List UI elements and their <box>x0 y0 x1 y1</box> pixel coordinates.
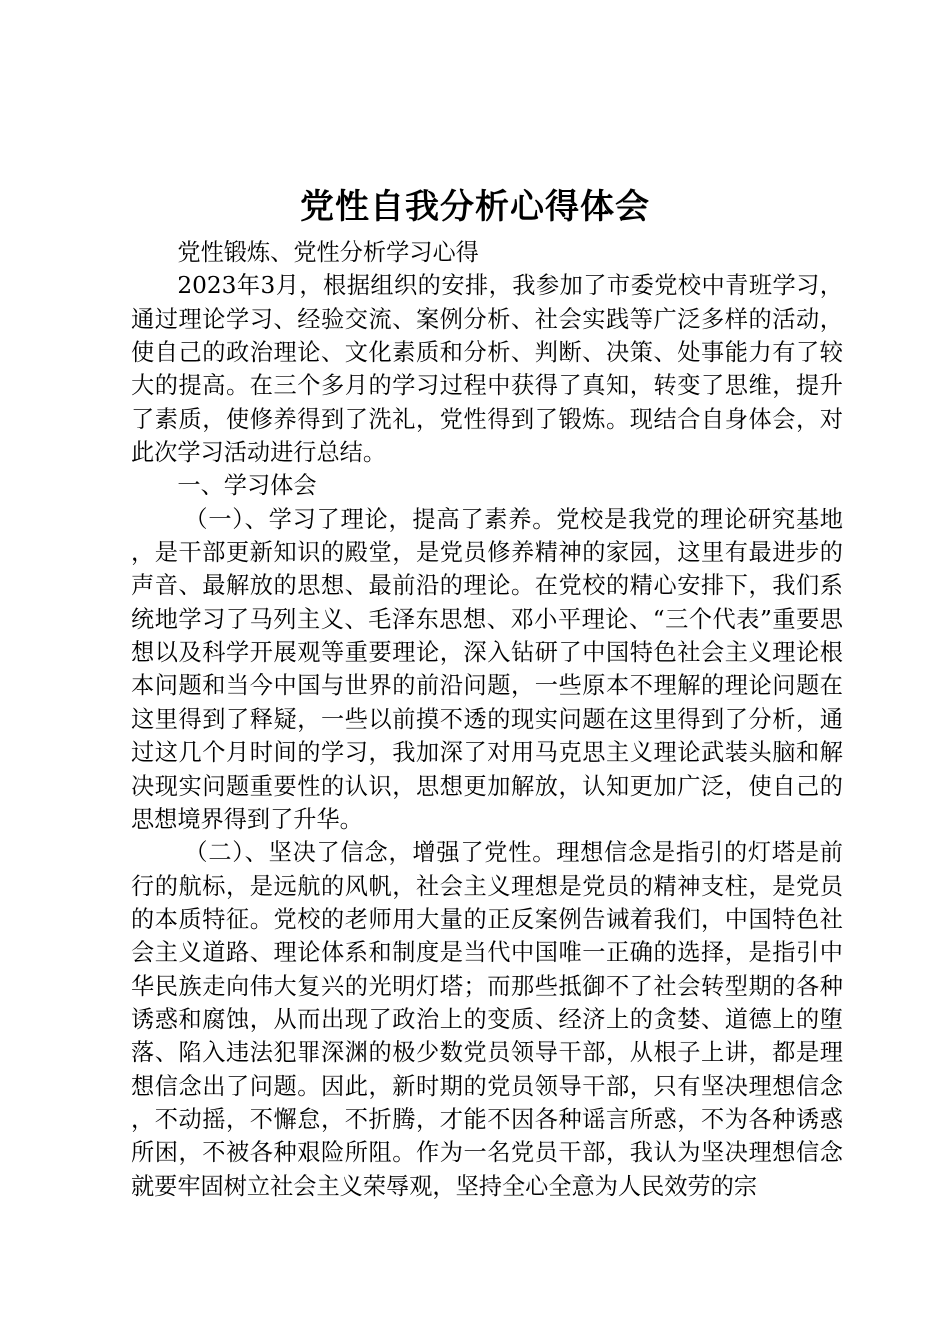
document-title: 党性自我分析心得体会 <box>300 187 650 227</box>
intro-paragraph: 2023年3月，根据组织的安排，我参加了市委党校中青班学习，通过理论学习、经验交流、案例分析、社会实践等广泛多样的活动，使自己的政治理论、文化素质和分析、判断、决策、处事能力有了较大的提高。在三个多月的学习过程中获得了真知，转变了思维，提升了素质，使修养得到了洗礼，党性得到了锻炼。现结合自身体会，对此次学习活动进行总结。 <box>131 272 843 467</box>
document-body <box>131 236 843 1203</box>
section-heading: 一、学习体会 <box>177 472 317 500</box>
subtitle-paragraph: 党性锻炼、党性分析学习心得 <box>177 239 479 266</box>
paragraph-theory: （一）、学习了理论，提高了素养。党校是我党的理论研究基地，是干部更新知识的殿堂，是党员修养精神的家园，这里有最进步的声音、最解放的思想、最前沿的理论。在党校的精心安排下，我们系统地学习了马列主义、毛泽东思想、邓小平理论、“三个代表”重要思想以及科学开展观等重要理论，深入钻研了中国特色社会主义理论根本问题和当今中国与世界的前沿问题，一些原本不理解的理论问题在这里得到了释疑，一些以前摸不透的现实问题在这里得到了分析，通过这几个月时间的学习，我加深了对用马克思主义理论武装头脑和解决现实问题重要性的认识，思想更加解放，认知更加广泛，使自己的思想境界得到了升华。 <box>131 505 843 833</box>
paragraph-belief: （二）、坚决了信念，增强了党性。理想信念是指引的灯塔是前行的航标，是远航的风帆，社会主义理想是党员的精神支柱，是党员的本质特征。党校的老师用大量的正反案例告诫着我们，中国特色社会主义道路、理论体系和制度是当代中国唯一正确的选择，是指引中华民族走向伟大复兴的光明灯塔；而那些抵御不了社会转型期的各种诱惑和腐蚀，从而出现了政治上的变质、经济上的贪婪、道德上的堕落、陷入违法犯罪深渊的极少数党员领导干部，从根子上讲，都是理想信念出了问题。因此，新时期的党员领导干部，只有坚决理想信念，不动摇，不懈怠，不折腾，才能不因各种谣言所惑，不为各种诱惑所困，不被各种艰险所阻。作为一名党员干部，我认为坚决理想信念就要牢固树立社会主义荣辱观，坚持全心全意为人民效劳的宗 <box>131 839 843 1200</box>
